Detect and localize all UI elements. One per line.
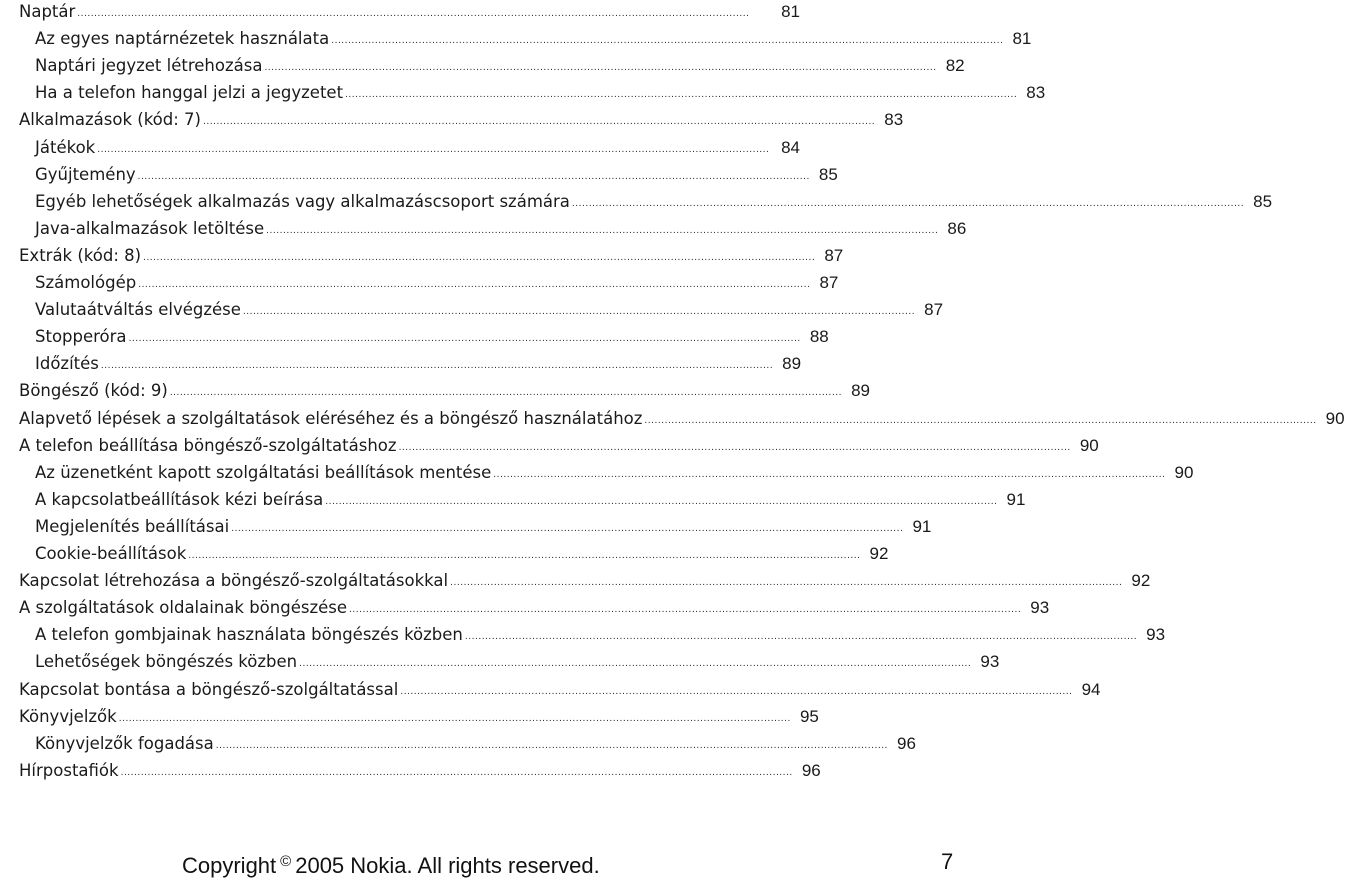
toc-entry-title: Extrák (kód: 8) <box>19 245 142 265</box>
toc-entry[interactable] <box>19 405 1345 432</box>
toc-entry-title: A telefon gombjainak használata böngészés közben <box>35 625 463 645</box>
dot-leader: ........................................................................................................................................................................................................ <box>97 144 770 155</box>
dot-leader: ........................................................................................................................................................................................................ <box>138 280 811 290</box>
toc-entry-page-number: 89 <box>851 381 870 401</box>
toc-entry-page-number: 82 <box>945 56 965 76</box>
toc-entry-page-number: 93 <box>1030 598 1050 618</box>
toc-entry-page-number: 93 <box>980 652 1000 672</box>
toc-entry-title: A kapcsolatbeállítások kézi beírása <box>35 489 324 509</box>
toc-entry-title: Játékok <box>35 137 96 157</box>
toc-entry-title: Kapcsolat bontása a böngésző-szolgáltatással <box>19 679 399 699</box>
toc-entry-title: Az üzenetként kapott szolgáltatási beállítások mentése <box>35 462 492 482</box>
toc-entry-title: Ha a telefon hanggal jelzi a jegyzetet <box>35 83 344 103</box>
dot-leader: ........................................................................................................................................................................................................ <box>571 198 1245 209</box>
dot-leader: ........................................................................................................................................................................................................ <box>450 578 1123 589</box>
dot-leader: ........................................................................................................................................................................................................ <box>242 307 916 318</box>
toc-entry-title: Megjelenítés beállításai <box>35 516 230 536</box>
toc-entry-page-number: 85 <box>818 164 838 184</box>
toc-entry-title: Valutaátváltás elvégzése <box>35 300 241 320</box>
toc-entry-title: Naptár <box>19 2 76 21</box>
toc-entry-title: Stopperóra <box>35 327 127 347</box>
toc-entry-title: Naptári jegyzet létrehozása <box>35 56 263 76</box>
copyright-symbol: © <box>280 853 292 870</box>
toc-entry-title: Könyvjelzők fogadása <box>35 733 214 753</box>
toc-entry-page-number: 96 <box>801 760 821 780</box>
toc-entry-page-number: 88 <box>809 327 829 347</box>
toc-entry-title: Alkalmazások (kód: 7) <box>19 110 201 130</box>
toc-entry-title: Számológép <box>35 273 137 292</box>
toc-entry[interactable] <box>19 0 800 25</box>
dot-leader: ........................................................................................................................................................................................................ <box>231 523 904 534</box>
copyright-prefix: Copyright <box>182 853 277 878</box>
toc-entry[interactable] <box>35 323 829 350</box>
toc-entry-page-number: 87 <box>824 245 844 265</box>
toc-entry-title: Egyéb lehetőségek alkalmazás vagy alkalmazáscsoport számára <box>35 191 570 211</box>
toc-entry[interactable] <box>35 25 1032 52</box>
toc-entry-page-number: 90 <box>1174 462 1194 482</box>
dot-leader: ........................................................................................................................................................................................................ <box>345 90 1018 101</box>
page-footer <box>0 845 960 879</box>
toc-entry-page-number: 84 <box>781 137 800 157</box>
toc-entry[interactable] <box>19 594 1050 621</box>
toc-entry[interactable] <box>35 513 932 540</box>
toc-entry[interactable] <box>35 621 1166 648</box>
toc-entry-title: A szolgáltatások oldalainak böngészése <box>19 598 348 618</box>
toc-entry-page-number: 83 <box>884 110 904 130</box>
dot-leader: ........................................................................................................................................................................................................ <box>143 252 816 263</box>
toc-entry[interactable] <box>35 215 967 242</box>
toc-entry-page-number: 90 <box>1079 435 1099 455</box>
toc-entry-title: Böngésző (kód: 9) <box>19 381 168 401</box>
toc-entry-page-number: 89 <box>782 354 802 374</box>
toc-entry-title: Java-alkalmazások letöltése <box>35 218 265 238</box>
dot-leader: ........................................................................................................................................................................................................ <box>118 713 791 724</box>
dot-leader: ........................................................................................................................................................................................................ <box>137 171 810 182</box>
dot-leader: ........................................................................................................................................................................................................ <box>215 740 888 751</box>
toc-entry[interactable] <box>35 648 1000 675</box>
toc-entry-page-number: 94 <box>1081 679 1101 699</box>
toc-entry-title: Kapcsolat létrehozása a böngésző-szolgáltatásokkal <box>19 571 449 591</box>
toc-entry[interactable] <box>35 188 1273 215</box>
dot-leader: ........................................................................................................................................................................................................ <box>120 767 793 778</box>
toc-entry-page-number: 81 <box>1012 29 1032 49</box>
toc-entry[interactable] <box>35 540 889 567</box>
toc-entry[interactable] <box>19 106 904 133</box>
toc-entry-page-number: 92 <box>869 544 889 563</box>
toc-entry-title: Cookie-beállítások <box>35 544 187 563</box>
dot-leader: ........................................................................................................................................................................................................ <box>188 551 861 561</box>
toc-entry-page-number: 91 <box>912 516 932 536</box>
toc-entry[interactable] <box>35 459 1194 486</box>
dot-leader: ........................................................................................................................................................................................................ <box>266 225 939 236</box>
dot-leader: ........................................................................................................................................................................................................ <box>77 9 750 19</box>
toc-entry-page-number: 85 <box>1253 191 1273 211</box>
dot-leader: ........................................................................................................................................................................................................ <box>128 334 801 345</box>
toc-entry-title: Lehetőségek böngészés közben <box>35 652 298 672</box>
toc-entry-page-number: 81 <box>781 2 800 21</box>
page-number: 7 <box>941 849 954 874</box>
toc-entry[interactable] <box>35 79 1046 106</box>
toc-entry[interactable] <box>35 161 838 188</box>
dot-leader: ........................................................................................................................................................................................................ <box>203 117 876 128</box>
toc-entry-title: Időzítés <box>35 354 99 374</box>
toc-entry[interactable] <box>19 757 821 784</box>
dot-leader: ........................................................................................................................................................................................................ <box>325 496 998 507</box>
toc-entry[interactable] <box>19 242 844 269</box>
dot-leader: ........................................................................................................................................................................................................ <box>100 361 774 372</box>
toc-entry-page-number: 87 <box>924 300 944 320</box>
toc-entry[interactable] <box>35 730 916 757</box>
toc-entry-title: Az egyes naptárnézetek használata <box>35 29 330 49</box>
dot-leader: ........................................................................................................................................................................................................ <box>493 469 1166 480</box>
dot-leader: ........................................................................................................................................................................................................ <box>331 36 1004 47</box>
toc-entry[interactable] <box>35 269 839 296</box>
copyright-notice <box>182 845 600 883</box>
toc-entry-title: Gyűjtemény <box>35 164 136 184</box>
toc-entry[interactable] <box>35 296 944 323</box>
toc-entry-page-number: 96 <box>897 733 916 753</box>
toc-entry-page-number: 83 <box>1026 83 1046 103</box>
dot-leader: ........................................................................................................................................................................................................ <box>264 63 937 74</box>
toc-entry-page-number: 90 <box>1325 408 1345 428</box>
toc-entry[interactable] <box>35 134 800 161</box>
toc-entry[interactable] <box>19 432 1099 459</box>
toc-entry[interactable] <box>35 486 1026 513</box>
toc-entry-page-number: 92 <box>1131 571 1151 591</box>
toc-entry[interactable] <box>19 703 819 730</box>
toc-entry-title: Hírpostafiók <box>19 760 119 780</box>
toc-entry-page-number: 91 <box>1006 489 1026 509</box>
toc-entry-page-number: 86 <box>947 218 967 238</box>
dot-leader: ........................................................................................................................................................................................................ <box>349 605 1022 616</box>
dot-leader: ........................................................................................................................................................................................................ <box>299 659 972 670</box>
copyright-suffix: 2005 Nokia. All rights reserved. <box>295 853 600 878</box>
toc-entry-page-number: 93 <box>1146 625 1166 645</box>
toc-entry-title: Alapvető lépések a szolgáltatások eléréséhez és a böngésző használatához <box>19 408 643 428</box>
toc-entry[interactable] <box>35 350 800 377</box>
toc-entry[interactable] <box>35 52 965 79</box>
dot-leader: ........................................................................................................................................................................................................ <box>169 388 842 399</box>
toc-entry-page-number: 95 <box>799 706 819 726</box>
dot-leader: ........................................................................................................................................................................................................ <box>400 686 1073 697</box>
toc-entry-page-number: 87 <box>819 273 839 292</box>
toc-entry[interactable] <box>19 676 1101 703</box>
dot-leader: ........................................................................................................................................................................................................ <box>464 632 1138 643</box>
dot-leader: ........................................................................................................................................................................................................ <box>398 442 1071 453</box>
toc-entry-title: Könyvjelzők <box>19 706 117 726</box>
dot-leader: ........................................................................................................................................................................................................ <box>644 415 1317 426</box>
toc-entry-title: A telefon beállítása böngésző-szolgáltatáshoz <box>19 435 397 455</box>
toc-entry[interactable] <box>19 377 870 404</box>
toc-entry[interactable] <box>19 567 1151 594</box>
